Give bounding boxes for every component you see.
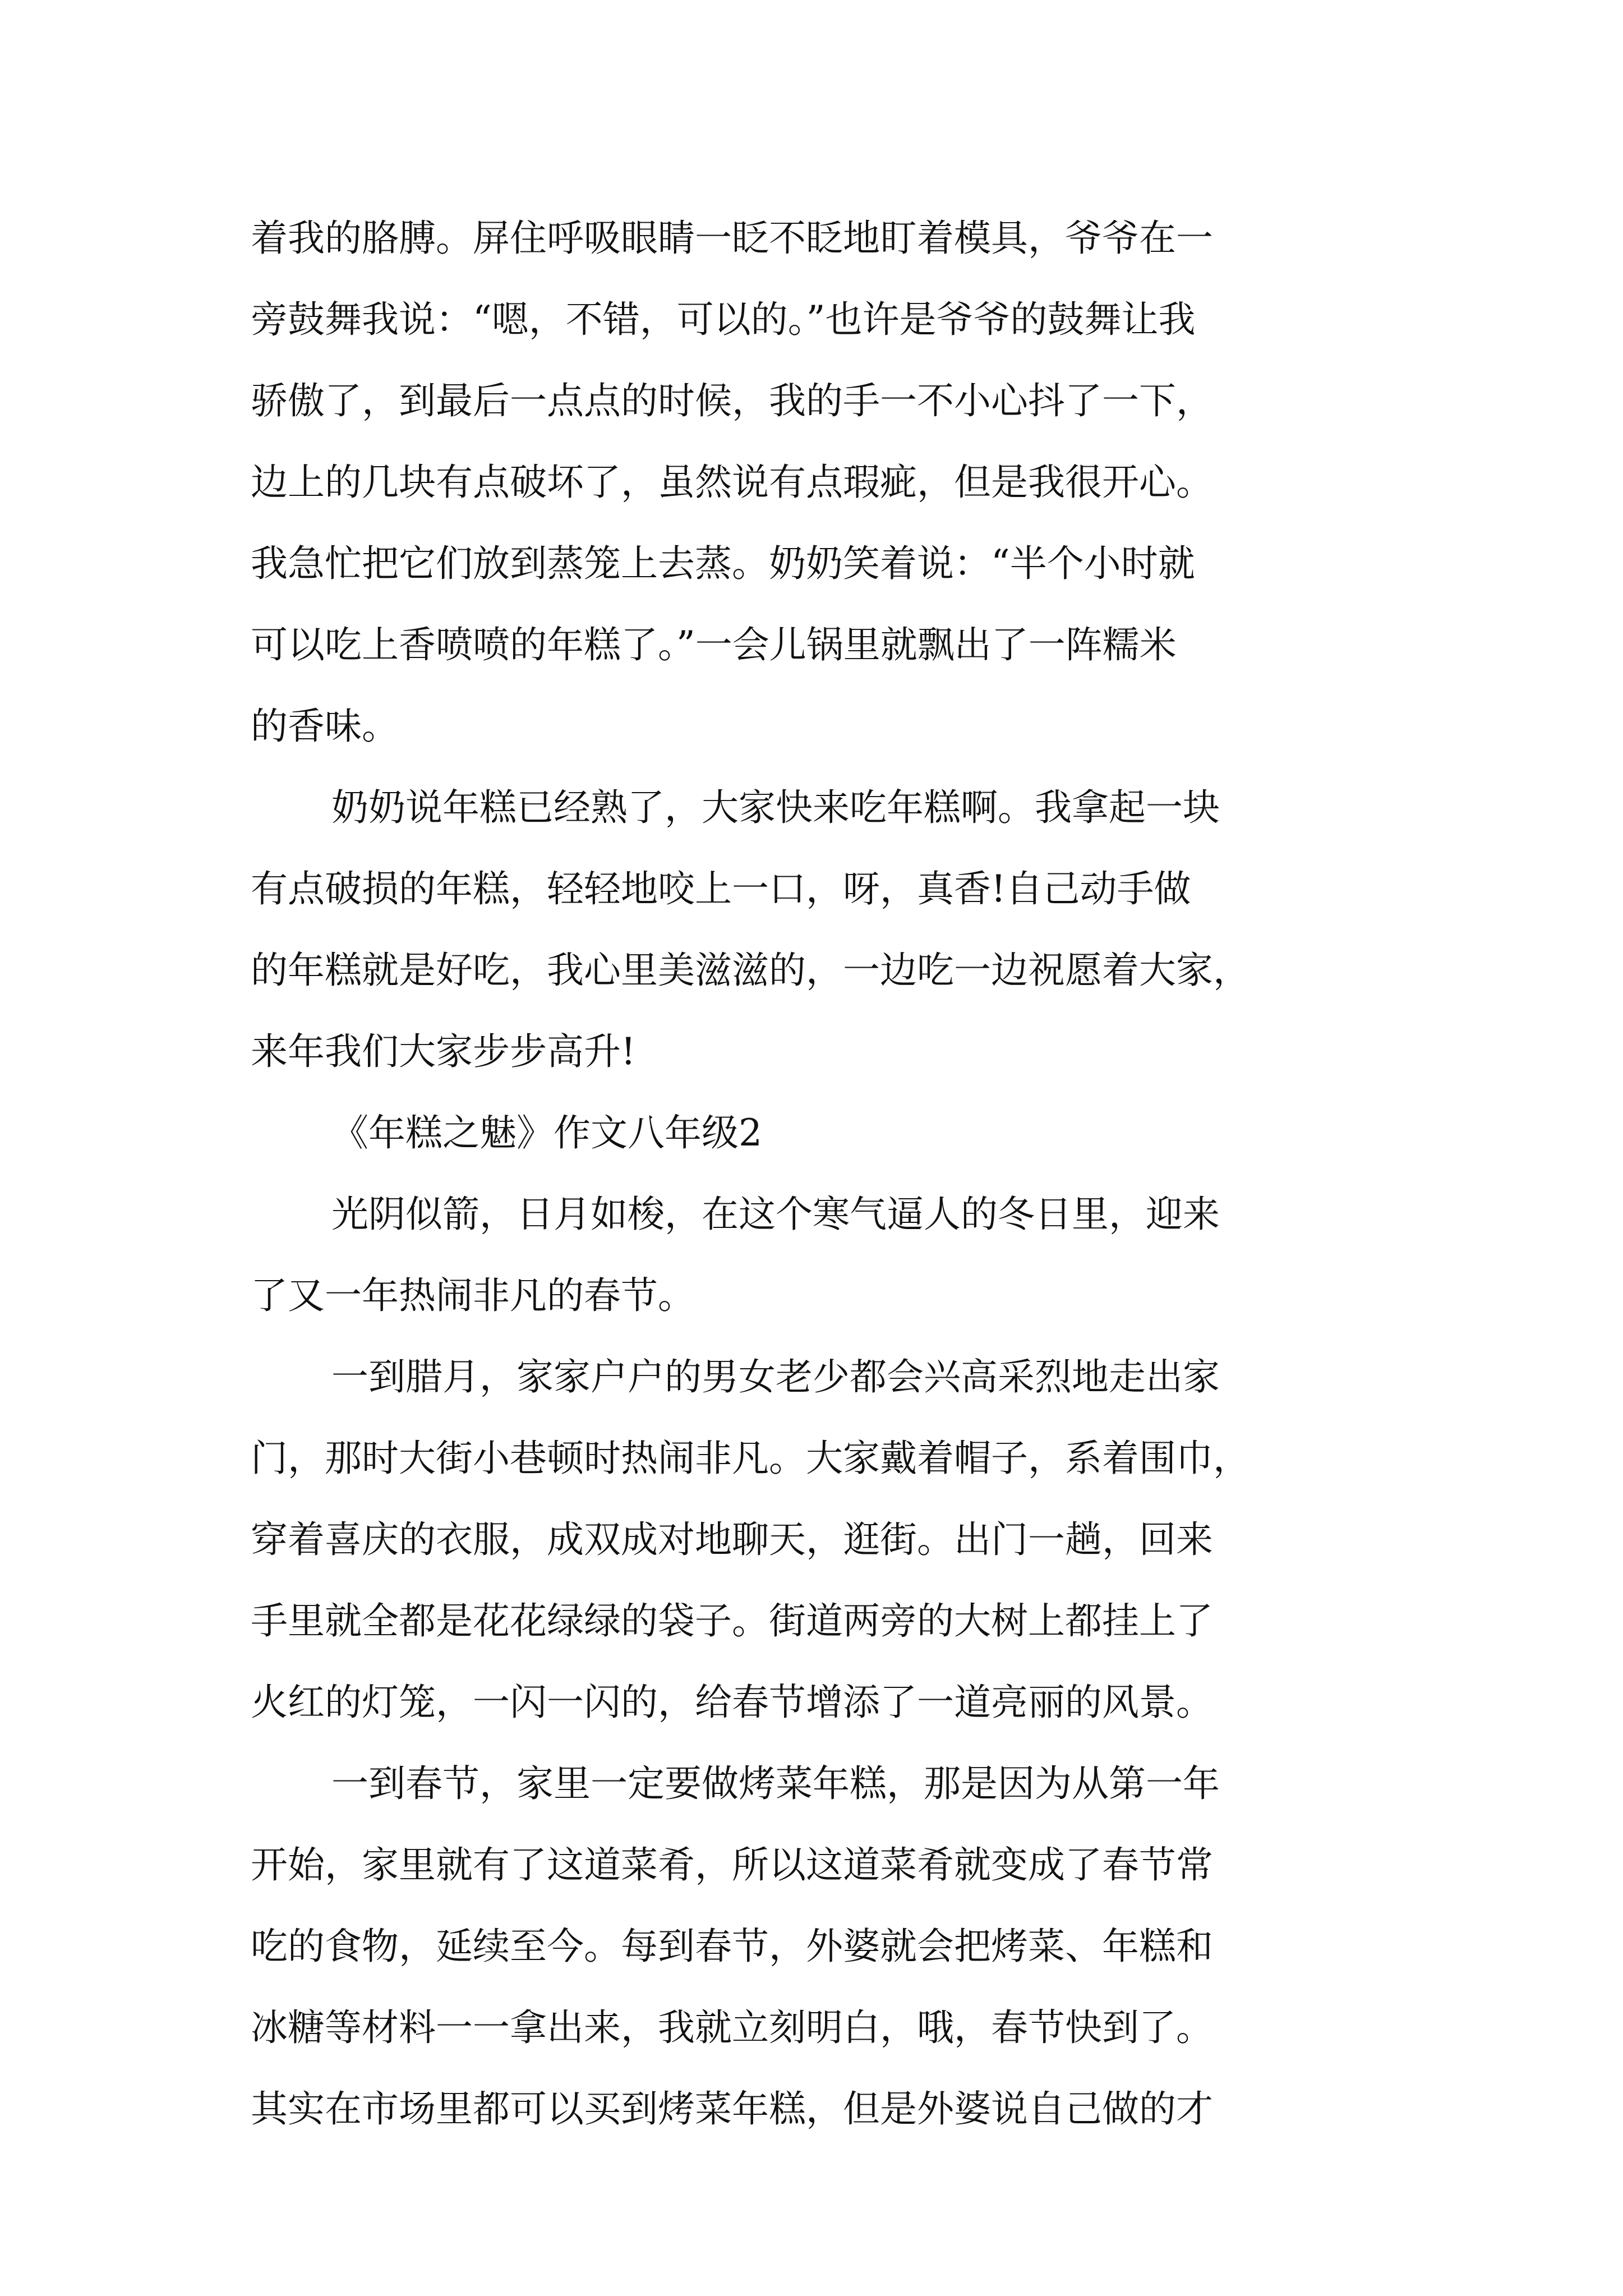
text-line: 门，那时大街小巷顿时热闹非凡。大家戴着帽子，系着围巾， bbox=[251, 1437, 1250, 1480]
text-line: 火红的灯笼，一闪一闪的，给春节增添了一道亮丽的风景。 bbox=[251, 1681, 1213, 1724]
text-line: 我急忙把它们放到蒸笼上去蒸。奶奶笑着说：“半个小时就 bbox=[251, 542, 1195, 585]
text-line: 了又一年热闹非凡的春节。 bbox=[251, 1274, 695, 1317]
document-body bbox=[251, 0, 1428, 2296]
paragraph-first-line: 一到春节，家里一定要做烤菜年糕，那是因为从第一年 bbox=[331, 1762, 1220, 1805]
text-line: 边上的几块有点破坏了，虽然说有点瑕疵，但是我很开心。 bbox=[251, 461, 1213, 504]
text-line: 可以吃上香喷喷的年糕了。”一会儿锅里就飘出了一阵糯米 bbox=[251, 623, 1177, 666]
paragraph-first-line: 一到腊月，家家户户的男女老少都会兴高采烈地走出家 bbox=[331, 1355, 1220, 1398]
text-line: 的年糕就是好吃，我心里美滋滋的，一边吃一边祝愿着大家， bbox=[251, 949, 1250, 992]
text-line: 着我的胳膊。屏住呼吸眼睛一眨不眨地盯着模具，爷爷在一 bbox=[251, 217, 1213, 260]
text-line: 其实在市场里都可以买到烤菜年糕，但是外婆说自己做的才 bbox=[251, 2087, 1213, 2131]
paragraph-first-line: 光阴似箭，日月如梭，在这个寒气逼人的冬日里，迎来 bbox=[331, 1193, 1220, 1236]
text-line: 骄傲了，到最后一点点的时候，我的手一不小心抖了一下， bbox=[251, 379, 1213, 422]
text-line: 来年我们大家步步高升! bbox=[251, 1030, 636, 1073]
text-line: 开始，家里就有了这道菜肴，所以这道菜肴就变成了春节常 bbox=[251, 1843, 1213, 1887]
text-line: 旁鼓舞我说：“嗯，不错，可以的。”也许是爷爷的鼓舞让我 bbox=[251, 298, 1196, 341]
text-line: 手里就全都是花花绿绿的袋子。街道两旁的大树上都挂上了 bbox=[251, 1599, 1213, 1642]
text-line: 吃的食物，延续至今。每到春节，外婆就会把烤菜、年糕和 bbox=[251, 1925, 1213, 1968]
text-line: 的香味。 bbox=[251, 705, 399, 748]
text-line: 穿着喜庆的衣服，成双成对地聊天，逛街。出门一趟，回来 bbox=[251, 1518, 1213, 1561]
text-line: 冰糖等材料一一拿出来，我就立刻明白，哦，春节快到了。 bbox=[251, 2006, 1213, 2049]
paragraph-first-line: 奶奶说年糕已经熟了，大家快来吃年糕啊。我拿起一块 bbox=[331, 786, 1220, 829]
text-line: 有点破损的年糕，轻轻地咬上一口，呀，真香!自己动手做 bbox=[251, 867, 1191, 910]
section-title: 《年糕之魅》作文八年级2 bbox=[331, 1111, 762, 1154]
